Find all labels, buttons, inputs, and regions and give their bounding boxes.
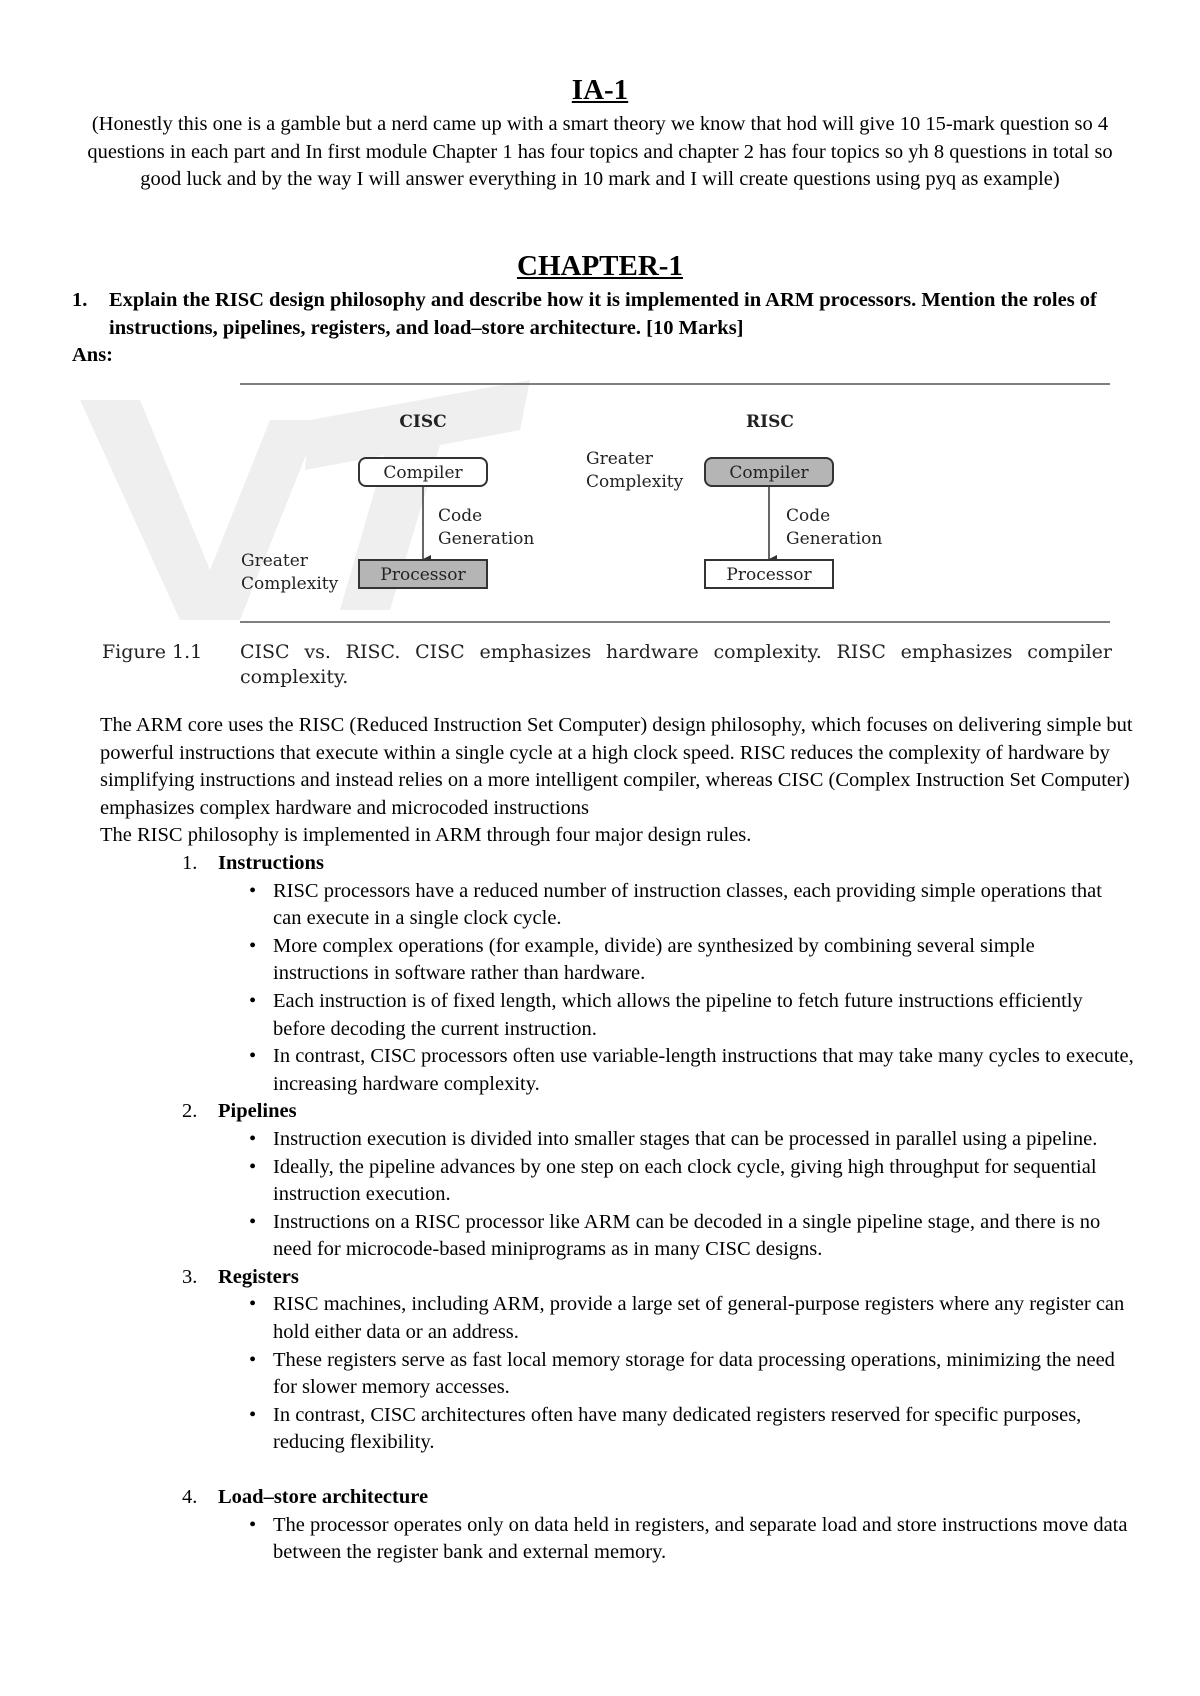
question-1 bbox=[72, 287, 1132, 342]
cisc-complexity-label: Complexity bbox=[241, 574, 339, 594]
bullet-text: Each instruction is of fixed length, which allows the pipeline to fetch future instructions efficiently before decoding the current instruction. bbox=[273, 989, 1083, 1040]
bullet-icon: • bbox=[249, 934, 257, 957]
bullet-icon: • bbox=[249, 1045, 257, 1068]
rule-number: 2. bbox=[182, 1100, 198, 1123]
bullet-list bbox=[218, 1512, 1135, 1567]
bullet-icon: • bbox=[249, 879, 257, 902]
risc-compiler-label: Compiler bbox=[729, 463, 809, 483]
answer-body bbox=[100, 712, 1135, 1567]
figure-diagram bbox=[0, 370, 1200, 640]
bullet-list bbox=[218, 1291, 1135, 1457]
bullet-icon: • bbox=[249, 1293, 257, 1316]
bullet-icon: • bbox=[249, 1155, 257, 1178]
bullet-text: Instruction execution is divided into smaller stages that can be processed in parallel using a pipeline. bbox=[273, 1127, 1098, 1150]
bullet-text: RISC processors have a reduced number of instruction classes, each providing simple operations that can execute in a single clock cycle. bbox=[273, 879, 1102, 930]
rule-registers bbox=[100, 1264, 1135, 1484]
rule-title: Registers bbox=[218, 1265, 299, 1288]
rule-title: Pipelines bbox=[218, 1100, 297, 1123]
bullet-icon: • bbox=[249, 1513, 257, 1536]
cisc-code-label: Code bbox=[438, 506, 483, 526]
cisc-compiler-label: Compiler bbox=[383, 463, 463, 483]
risc-heading: RISC bbox=[746, 412, 794, 432]
bullet-text: Instructions on a RISC processor like ARM can be decoded in a single pipeline stage, and there is no need for microcode-based miniprograms as in many CISC designs. bbox=[273, 1210, 1101, 1261]
bullet-item bbox=[100, 1154, 1135, 1209]
risc-code-label: Code bbox=[786, 506, 831, 526]
bullet-text: RISC machines, including ARM, provide a large set of general-purpose registers where any register can hold either data or an address. bbox=[273, 1293, 1125, 1344]
cisc-greater-label: Greater bbox=[241, 551, 308, 571]
rule-load-store bbox=[100, 1484, 1135, 1567]
bullet-icon: • bbox=[249, 1127, 257, 1150]
bullet-item bbox=[100, 1512, 1135, 1567]
bullet-icon: • bbox=[249, 1210, 257, 1233]
risc-complexity-label: Complexity bbox=[586, 472, 684, 492]
figure-caption bbox=[102, 640, 1112, 690]
document-title: IA-1 bbox=[571, 74, 629, 106]
bullet-item bbox=[100, 1402, 1135, 1457]
bullet-icon: • bbox=[249, 1348, 257, 1371]
spacer bbox=[218, 1457, 1135, 1484]
rule-number: 1. bbox=[182, 851, 198, 874]
bullet-icon: • bbox=[249, 989, 257, 1012]
caption-label: Figure 1.1 bbox=[102, 641, 203, 663]
bullet-text: More complex operations (for example, divide) are synthesized by combining several simple instructions in software rather than hardware. bbox=[273, 934, 1035, 985]
bullet-list bbox=[218, 878, 1135, 1099]
bullet-item bbox=[100, 933, 1135, 988]
bullet-item bbox=[100, 1209, 1135, 1264]
bullet-item bbox=[100, 1043, 1135, 1098]
design-rules-list bbox=[100, 850, 1135, 1567]
rule-instructions bbox=[100, 850, 1135, 1098]
rule-title: Instructions bbox=[218, 851, 324, 874]
question-number: 1. bbox=[72, 289, 88, 311]
cisc-heading: CISC bbox=[399, 412, 447, 432]
bullet-item bbox=[100, 1347, 1135, 1402]
caption-text: CISC vs. RISC. CISC emphasizes hardware complexity. RISC emphasizes compiler complexity. bbox=[240, 641, 1112, 688]
rule-title: Load–store architecture bbox=[218, 1486, 429, 1509]
risc-generation-label: Generation bbox=[786, 529, 883, 549]
bullet-text: In contrast, CISC architectures often have many dedicated registers reserved for specific purposes, reducing flexibility. bbox=[273, 1403, 1082, 1454]
bullet-text: The processor operates only on data held in registers, and separate load and store instructions move data between the register bank and external memory. bbox=[273, 1513, 1128, 1564]
intro-note: (Honestly this one is a gamble but a nerd came up with a smart theory we know that hod will give 10 15-mark question so 4 questions in each part and In first module Chapter 1 has four topics and chapter 2 has four topics so yh 8 questions in total so good luck and by the way I will answer everything in 10 mark and I will create questions using pyq as example) bbox=[87, 113, 1113, 190]
cisc-generation-label: Generation bbox=[438, 529, 535, 549]
rule-number: 4. bbox=[182, 1486, 198, 1509]
rule-number: 3. bbox=[182, 1265, 198, 1288]
body-paragraph-2: The RISC philosophy is implemented in ARM through four major design rules. bbox=[100, 824, 752, 847]
chapter-title: CHAPTER-1 bbox=[517, 250, 683, 282]
answer-label: Ans: bbox=[72, 344, 114, 366]
bullet-item bbox=[100, 988, 1135, 1043]
rule-pipelines bbox=[100, 1098, 1135, 1264]
cisc-processor-label: Processor bbox=[380, 565, 466, 585]
bullet-item bbox=[100, 1291, 1135, 1346]
bullet-item bbox=[100, 878, 1135, 933]
bullet-icon: • bbox=[249, 1403, 257, 1426]
body-paragraph-1: The ARM core uses the RISC (Reduced Instruction Set Computer) design philosophy, which focuses on delivering simple but powerful instructions that execute within a single cycle at a high clock speed. RISC reduces the complexity of hardware by simplifying instructions and instead relies on a more intelligent compiler, whereas CISC (Complex Instruction Set Computer) emphasizes complex hardware and microcoded instructions bbox=[100, 714, 1133, 819]
bullet-text: Ideally, the pipeline advances by one step on each clock cycle, giving high throughput for sequential instruction execution. bbox=[273, 1155, 1097, 1206]
bullet-text: These registers serve as fast local memory storage for data processing operations, minimizing the need for slower memory accesses. bbox=[273, 1348, 1115, 1399]
bullet-text: In contrast, CISC processors often use variable-length instructions that may take many cycles to execute, increasing hardware complexity. bbox=[273, 1045, 1134, 1095]
bullet-list bbox=[218, 1126, 1135, 1264]
risc-greater-label: Greater bbox=[586, 449, 653, 469]
question-text: Explain the RISC design philosophy and describe how it is implemented in ARM processors. Mention the roles of instructions, pipelines, registers, and load–store architecture. [10 Marks] bbox=[109, 289, 1097, 339]
bullet-item bbox=[100, 1126, 1135, 1154]
risc-processor-label: Processor bbox=[726, 565, 812, 585]
